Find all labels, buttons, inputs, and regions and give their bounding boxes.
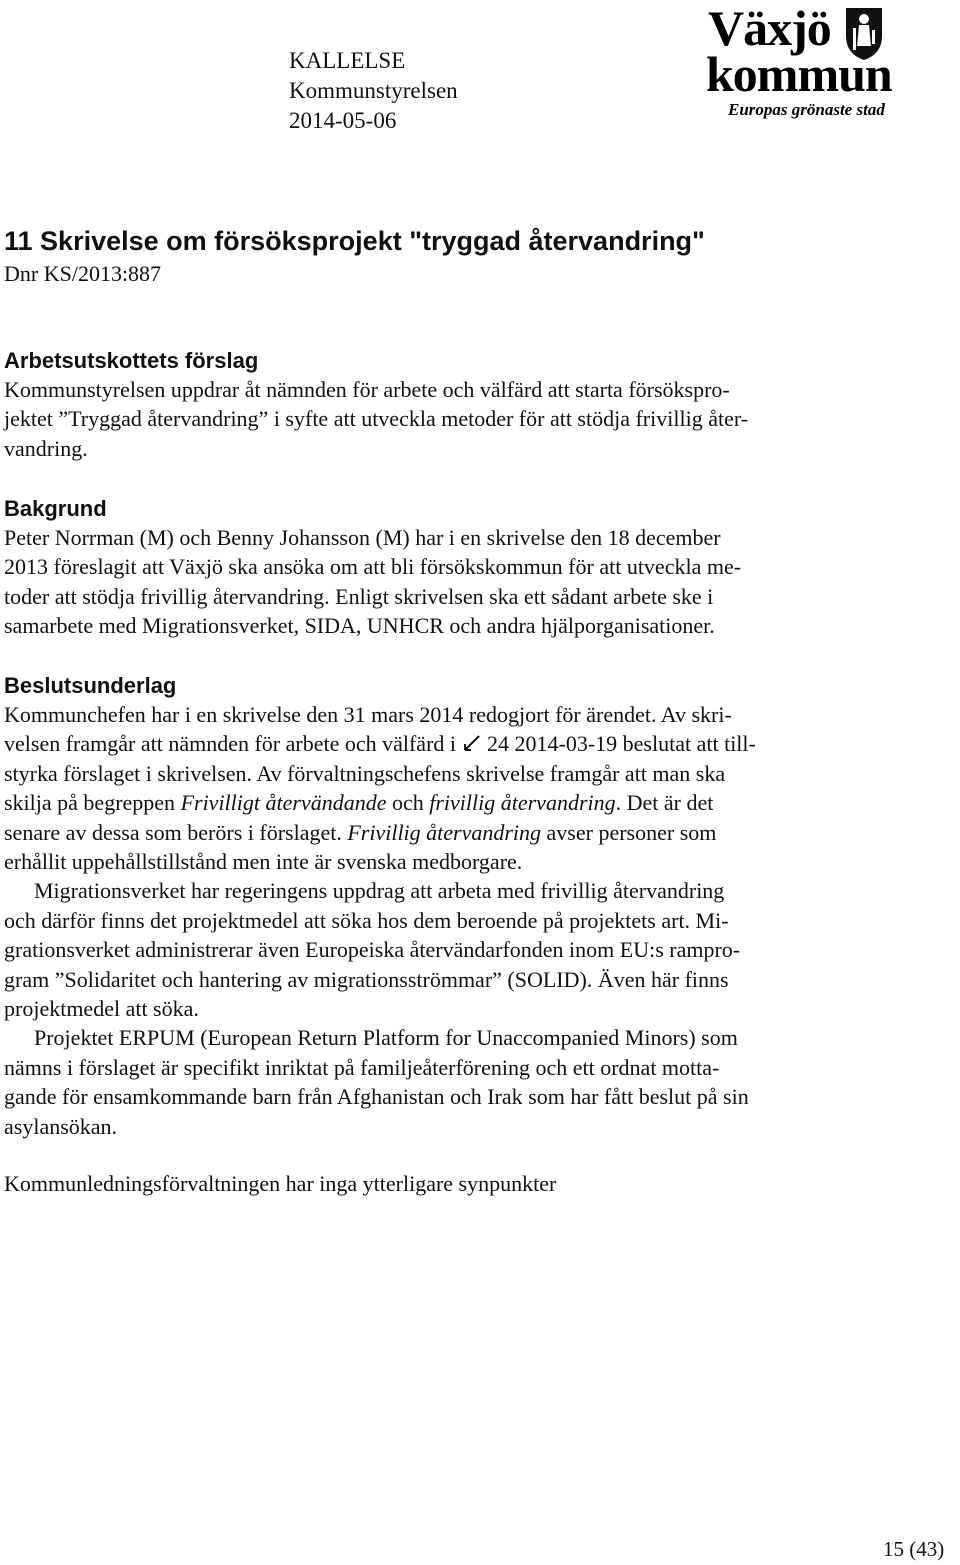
basis-text: velsen framgår att nämnden för arbete och välfärd i xyxy=(4,731,462,757)
basis-text: skilja på begreppen xyxy=(4,790,181,816)
basis-paragraph-3-line: nämns i förslaget är specifikt inriktat på familjeåterförening och ett ordnat motta- xyxy=(4,1054,720,1080)
basis-line: erhållit uppehållstillstånd men inte är svenska medborgare. xyxy=(4,849,523,875)
basis-text: senare av dessa som berörs i förslaget. xyxy=(4,819,348,845)
page-number: 15 (43) xyxy=(883,1537,945,1561)
logo-line-1: Växjö xyxy=(708,0,831,56)
basis-line: Kommunchefen har i en skrivelse den 31 mars 2014 redogjort för ärendet. Av skri- xyxy=(4,702,732,727)
term-voluntary-return: Frivilligt återvändande xyxy=(180,790,387,816)
basis-paragraph-2-line: Migrationsverket har regeringens uppdrag att arbeta med frivillig återvandring xyxy=(34,878,725,904)
proposal-section xyxy=(4,346,904,463)
basis-paragraph-2-line: gram ”Solidaritet och hantering av migrationsströmmar” (SOLID). Även här finns xyxy=(4,966,729,992)
item-title: 11 Skrivelse om försöksprojekt "tryggad återvandring" xyxy=(4,226,705,256)
basis-section xyxy=(4,671,904,1141)
vaxjo-kommun-logo xyxy=(700,0,930,124)
document-header xyxy=(289,46,458,136)
proposal-line: Kommunstyrelsen uppdrar åt nämnden för arbete och välfärd att starta försökspro- xyxy=(4,377,730,402)
basis-text: och xyxy=(386,790,430,816)
basis-paragraph-3-line: asylansökan. xyxy=(4,1113,118,1139)
background-line: toder att stödja frivillig återvandring. Enligt skrivelsen ska ett sådant arbete ske i xyxy=(4,583,714,609)
basis-heading: Beslutsunderlag xyxy=(4,673,177,698)
basis-line xyxy=(4,729,904,758)
basis-line: styrka förslaget i skrivelsen. Av förvaltningschefens skrivelse framgår att man ska xyxy=(4,760,726,786)
background-line: Peter Norrman (M) och Benny Johansson (M) har i en skrivelse den 18 december xyxy=(4,525,721,550)
background-line: samarbete med Migrationsverket, SIDA, UNHCR och andra hjälporganisationer. xyxy=(4,613,715,639)
office-statement-text: Kommunledningsförvaltningen har inga ytterligare synpunkter xyxy=(4,1171,557,1196)
background-heading: Bakgrund xyxy=(4,496,107,521)
section-reference-icon xyxy=(462,733,482,753)
proposal-heading: Arbetsutskottets förslag xyxy=(4,348,259,373)
term-voluntary-remigration: frivillig återvandring xyxy=(429,790,616,816)
background-section xyxy=(4,494,904,641)
proposal-line: jektet ”Tryggad återvandring” i syfte att utveckla metoder för att stödja frivillig åter- xyxy=(4,406,749,432)
basis-line xyxy=(4,788,904,817)
body-name: Kommunstyrelsen xyxy=(289,78,458,103)
document-type: KALLELSE xyxy=(289,48,406,73)
basis-paragraph-2-line: projektmedel att söka. xyxy=(4,996,199,1022)
document-date: 2014-05-06 xyxy=(289,108,397,133)
logo-tagline: Europas grönaste stad xyxy=(728,100,885,119)
basis-paragraph-3-line: Projektet ERPUM (European Return Platform for Unaccompanied Minors) som xyxy=(34,1025,738,1051)
logo-line-2: kommun xyxy=(706,46,892,102)
basis-text: avser personer som xyxy=(541,819,717,845)
basis-line xyxy=(4,818,904,847)
basis-paragraph-2-line: och därför finns det projektmedel att söka hos dem beroende på projektets art. Mi- xyxy=(4,907,729,933)
basis-text: 24 2014-03-19 beslutat att till- xyxy=(481,731,756,757)
basis-paragraph-3-line: gande för ensamkommande barn från Afghanistan och Irak som har fått beslut på sin xyxy=(4,1084,749,1110)
office-statement xyxy=(4,1169,904,1198)
basis-text: . Det är det xyxy=(615,790,714,816)
registration-number: Dnr KS/2013:887 xyxy=(4,261,162,286)
term-voluntary-remigration: Frivillig återvandring xyxy=(347,819,542,845)
background-line: 2013 föreslagit att Växjö ska ansöka om att bli försökskommun för att utveckla me- xyxy=(4,554,742,580)
proposal-line: vandring. xyxy=(4,435,88,461)
basis-paragraph-2-line: grationsverket administrerar även Europeiska återvändarfonden inom EU:s rampro- xyxy=(4,937,741,963)
